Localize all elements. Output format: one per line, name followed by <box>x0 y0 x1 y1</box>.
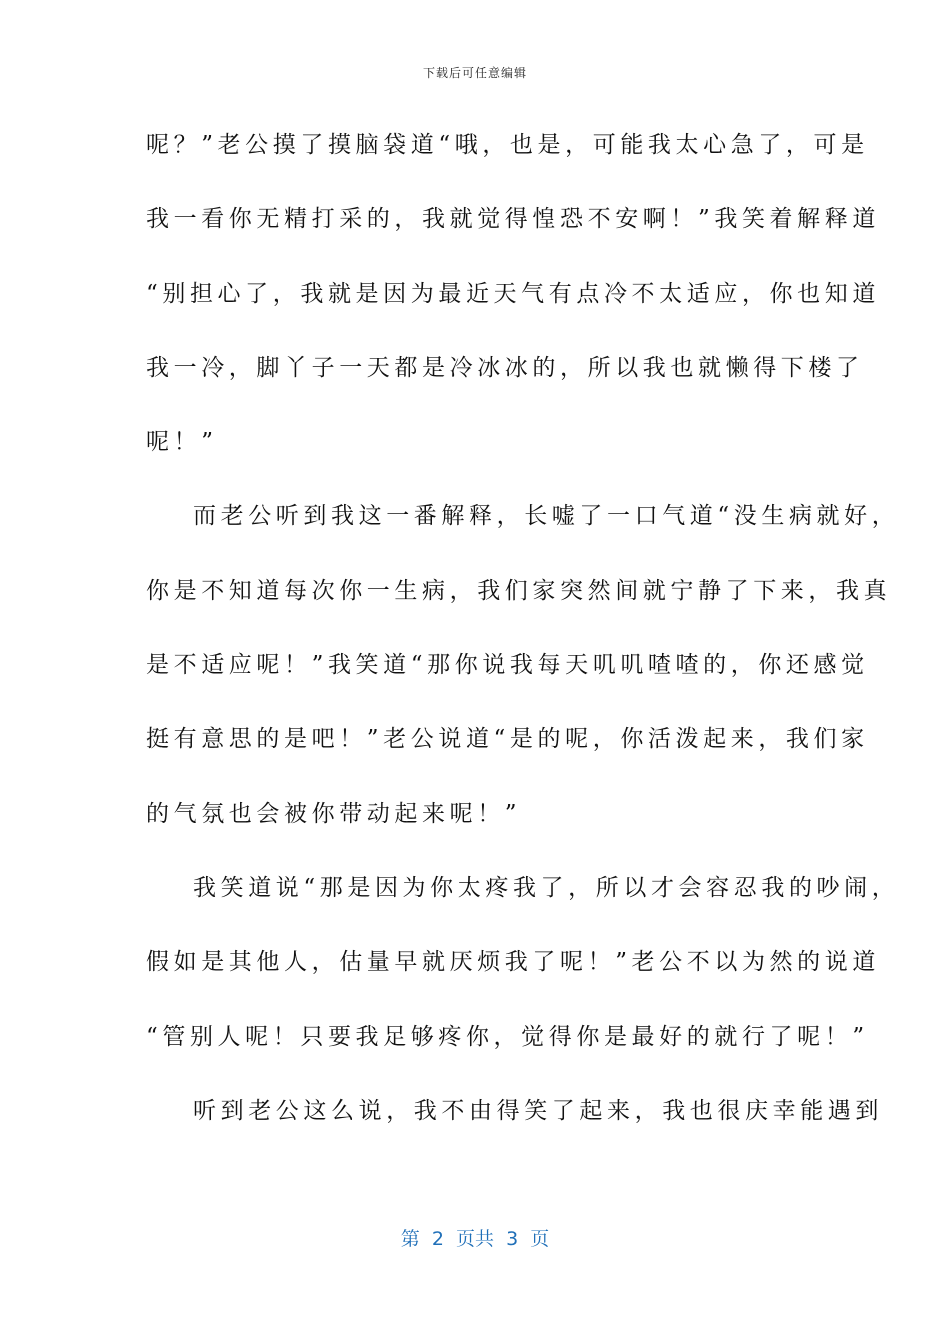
text-line: 我笑道说“那是因为你太疼我了，所以才会容忍我的吵闹， <box>193 874 900 901</box>
text-line: “别担心了，我就是因为最近天气有点冷不太适应，你也知道 <box>146 280 880 307</box>
page-header: 下载后可任意编辑 <box>422 66 527 80</box>
text-line: “管别人呢！只要我足够疼你，觉得你是最好的就行了呢！” <box>146 1023 869 1050</box>
text-line: 我一冷，脚丫子一天都是冷冰冰的，所以我也就懒得下楼了 <box>146 354 864 381</box>
text-line: 听到老公这么说，我不由得笑了起来，我也很庆幸能遇到 <box>193 1097 883 1124</box>
text-line: 我一看你无精打采的，我就觉得惶恐不安啊！”我笑着解释道 <box>146 206 880 233</box>
text-line: 呢！” <box>146 429 218 456</box>
text-line: 是不适应呢！”我笑道“那你说我每天叽叽喳喳的，你还感觉 <box>146 652 869 679</box>
text-line: 你是不知道每次你一生病，我们家突然间就宁静了下来，我真 <box>146 577 892 604</box>
text-line: 挺有意思的是吧！”老公说道“是的呢，你活泼起来，我们家 <box>146 726 869 753</box>
page-footer: 第 2 页共 3 页 <box>400 1228 550 1250</box>
text-line: 呢？”老公摸了摸脑袋道“哦，也是，可能我太心急了，可是 <box>146 132 869 158</box>
text-line: 的气氛也会被你带动起来呢！” <box>146 800 522 827</box>
text-line: 而老公听到我这一番解释，长嘘了一口气道“没生病就好， <box>193 503 900 530</box>
text-line: 假如是其他人，估量早就厌烦我了呢！”老公不以为然的说道 <box>146 949 880 976</box>
body-text <box>146 125 900 1165</box>
